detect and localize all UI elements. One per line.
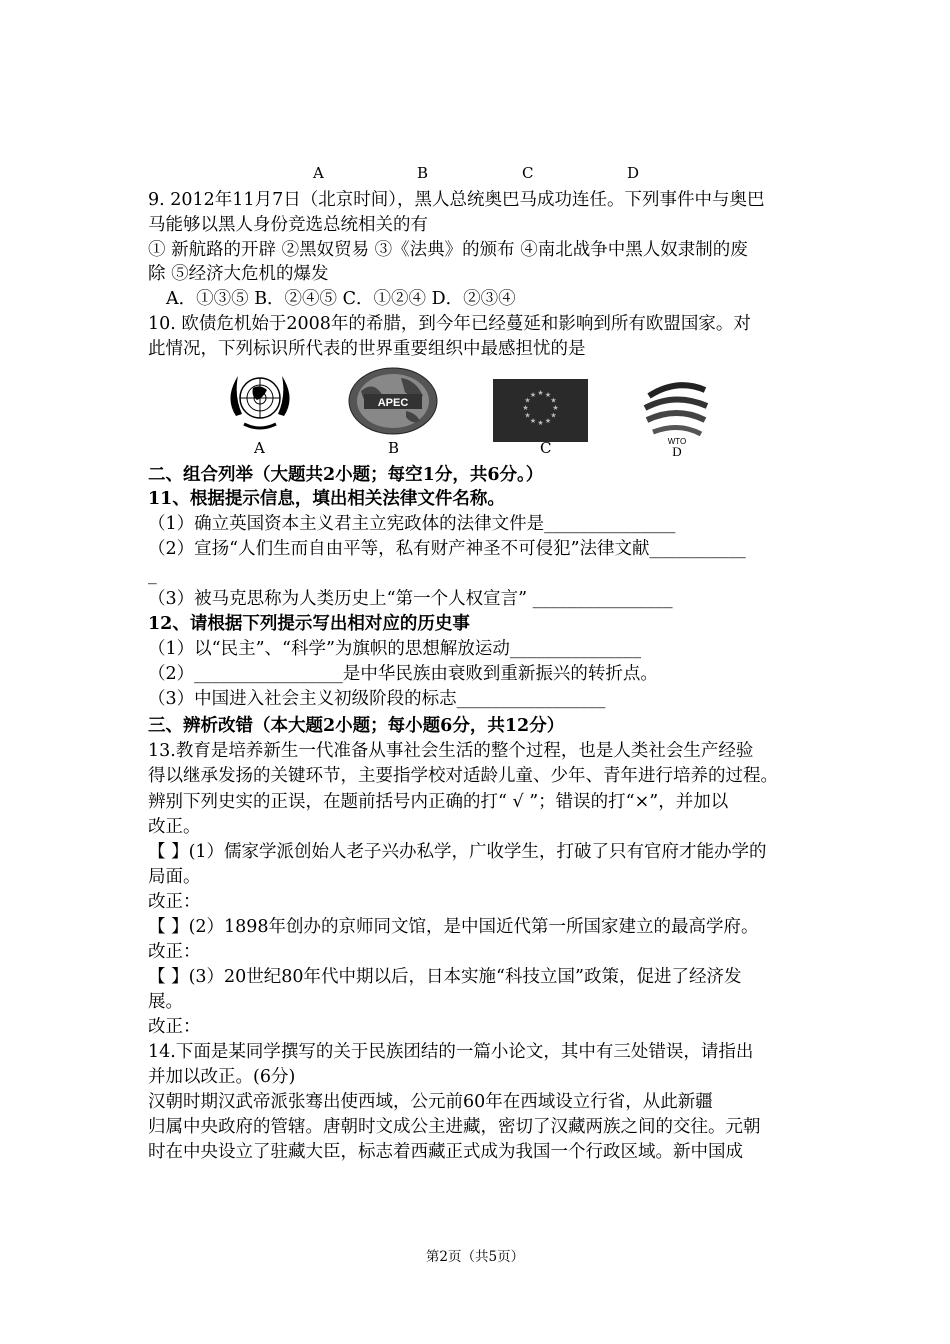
q11-title: 11、根据提示信息，填出相关法律文件名称。: [148, 489, 505, 509]
q13-item2: 【 】(2）1898年创办的京师同文馆，是中国近代第一所国家建立的最高学府。: [148, 917, 759, 937]
wto-logo-icon: [637, 376, 717, 456]
option-label-c: C: [522, 164, 534, 182]
q13-item1-line1: 【 】(1）儒家学派创始人老子兴办私学，广收学生，打破了只有官府才能办学的: [148, 842, 767, 862]
q14-paragraph-line3: 时在中央设立了驻藏大臣，标志着西藏正式成为我国一个行政区域。新中国成: [148, 1142, 743, 1162]
svg-text:★: ★: [529, 417, 537, 425]
logo-label-b: B: [388, 439, 400, 457]
q13-item3-line2: 展。: [148, 992, 183, 1012]
svg-text:★: ★: [522, 404, 529, 412]
q9-line4: 除 ⑤经济大危机的爆发: [148, 264, 329, 284]
apec-logo-text: APEC: [377, 397, 409, 409]
svg-text:★: ★: [544, 391, 552, 399]
q13-line1: 13.教育是培养新生一代准备从事社会生活的整个过程，也是人类社会生产经验: [148, 741, 754, 761]
svg-text:★: ★: [524, 411, 531, 420]
section3-title: 三、辨析改错（本大题2小题；每小题6分，共12分）: [148, 716, 565, 736]
q14-line2: 并加以改正。(6分): [148, 1067, 296, 1087]
q9-line1: 9. 2012年11月7日（北京时间），黑人总统奥巴马成功连任。下列事件中与奥巴: [148, 190, 765, 210]
logo-label-c: C: [540, 439, 552, 457]
q11-item2-continued: _: [148, 565, 157, 585]
q14-line1: 14.下面是某同学撰写的关于民族团结的一篇小论文，其中有三处错误，请指出: [148, 1042, 754, 1062]
q13-line3: 辨别下列史实的正误，在题前括号内正确的打“ √ ”；错误的打“×”，并加以: [148, 792, 729, 812]
q13-item1-fix: 改正：: [148, 892, 201, 912]
apec-logo-icon: [346, 366, 441, 436]
q14-paragraph-line2: 归属中央政府的管辖。唐朝时文成公主进藏，密切了汉藏两族之间的交往。元朝: [148, 1117, 761, 1137]
q14-paragraph-line1: 汉朝时期汉武帝派张骞出使西域，公元前60年在西域设立行省，从此新疆: [148, 1092, 713, 1112]
svg-text:★: ★: [550, 396, 557, 405]
q12-item2: （2）_________________是中华民族由衰败到重新振兴的转折点。: [148, 664, 658, 684]
q12-item1: （1）以“民主”、“科学”为旗帜的思想解放运动_______________: [148, 639, 642, 659]
svg-text:★: ★: [524, 396, 531, 405]
un-emblem-icon: [220, 366, 300, 436]
option-label-a: A: [313, 164, 324, 182]
q13-item2-fix: 改正：: [148, 942, 201, 962]
q13-item3-line1: 【 】(3）20世纪80年代中期以后，日本实施“科技立国”政策，促进了经济发: [148, 967, 742, 987]
q12-item3: （3）中国进入社会主义初级阶段的标志_________________: [148, 689, 606, 709]
svg-text:★: ★: [544, 417, 552, 425]
svg-text:★: ★: [537, 419, 544, 427]
q10-line1: 10. 欧债危机始于2008年的希腊，到今年已经蔓延和影响到所有欧盟国家。对: [148, 314, 751, 334]
q13-line2: 得以继承发扬的关键环节，主要指学校对适龄儿童、少年、青年进行培养的过程。: [148, 766, 778, 786]
q13-line4: 改正。: [148, 817, 201, 837]
q12-title: 12、请根据下列提示写出相对应的历史事: [148, 614, 470, 634]
wto-logo-text: WTO: [667, 437, 687, 446]
q11-item1: （1）确立英国资本主义君主立宪政体的法律文件是_______________: [148, 514, 676, 534]
q11-item2: （2）宣扬“人们生而自由平等，私有财产神圣不可侵犯”法律文献___________: [148, 539, 746, 559]
logo-label-a: A: [254, 439, 265, 457]
q13-item3-fix: 改正：: [148, 1017, 201, 1037]
section2-title: 二、组合列举（大题共2小题；每空1分，共6分。）: [148, 465, 544, 485]
q11-item3: （3）被马克思称为人类历史上“第一个人权宣言” ________________: [148, 589, 673, 609]
svg-text:★: ★: [550, 411, 557, 420]
q9-options: A．①③⑤ B．②④⑤ C．①②④ D．②③④: [166, 289, 516, 309]
q13-item1-line2: 局面。: [148, 867, 201, 887]
q9-line2: 马能够以黑人身份竞选总统相关的有: [148, 215, 428, 235]
svg-text:★: ★: [529, 391, 537, 399]
q9-line3: ① 新航路的开辟 ②黑奴贸易 ③《法典》的颁布 ④南北战争中黑人奴隶制的废: [148, 240, 748, 260]
svg-text:★: ★: [537, 389, 544, 397]
logo-label-d: D: [672, 444, 682, 456]
option-label-b: B: [417, 164, 429, 182]
page-footer: 第2页（共5页）: [425, 1249, 525, 1265]
option-label-d: D: [627, 164, 640, 182]
svg-text:★: ★: [552, 404, 559, 412]
q10-line2: 此情况，下列标识所代表的世界重要组织中最感担忧的是: [148, 339, 586, 359]
eu-flag-icon: [493, 379, 588, 442]
